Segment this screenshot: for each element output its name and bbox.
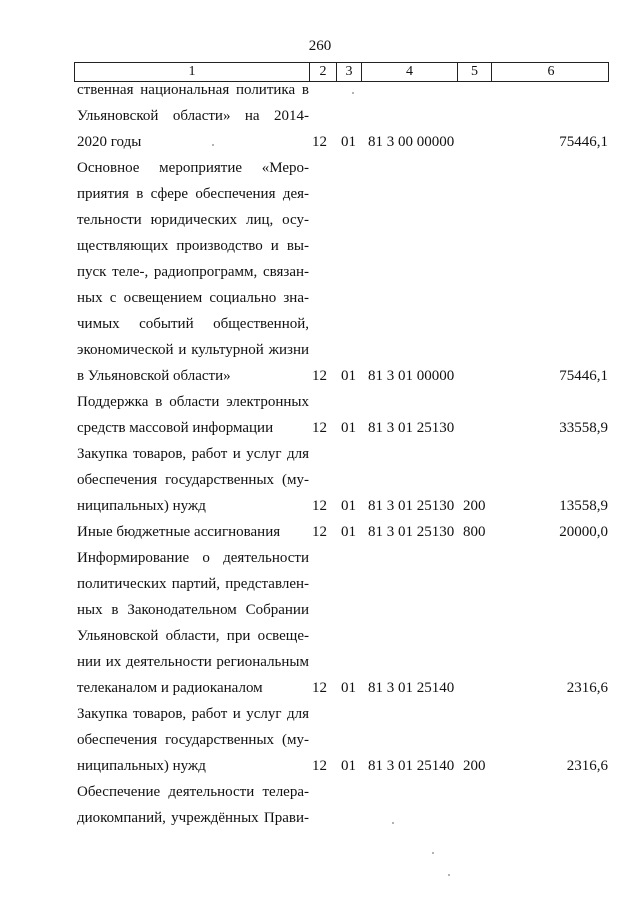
- cell-amount: 2316,6: [566, 680, 608, 696]
- cell-section: 12: [312, 134, 327, 150]
- row-name-line: чимых событий общественной,: [77, 316, 309, 332]
- row-name-line: Поддержка в области электронных: [77, 394, 309, 410]
- cell-target-code: 81 3 01 25130: [368, 524, 455, 540]
- cell-subsection: 01: [341, 368, 356, 384]
- row-name-line: политических партий, представлен-: [77, 576, 309, 592]
- header-col-4: 4: [361, 63, 457, 81]
- cell-expense-type: 200: [463, 498, 486, 514]
- cell-section: 12: [312, 498, 327, 514]
- cell-section: 12: [312, 420, 327, 436]
- row-name-line: Информирование о деятельности: [77, 550, 309, 566]
- cell-amount: 75446,1: [559, 368, 608, 384]
- row-name-line: Основное мероприятие «Меро-: [77, 160, 309, 176]
- page-number: 260: [308, 38, 332, 54]
- row-name-line: Закупка товаров, работ и услуг для: [77, 706, 309, 722]
- row-name-line: приятия в сфере обеспечения дея-: [77, 186, 309, 202]
- cell-amount: 13558,9: [559, 498, 608, 514]
- row-name-line: ниципальных) нужд: [77, 758, 206, 774]
- cell-subsection: 01: [341, 420, 356, 436]
- cell-subsection: 01: [341, 758, 356, 774]
- scan-speck: [432, 852, 434, 854]
- cell-subsection: 01: [341, 498, 356, 514]
- row-name-line: ных с освещением социально зна-: [77, 290, 309, 306]
- table-header-row: [74, 62, 609, 82]
- row-name-line: Ульяновской области, при освеще-: [77, 628, 309, 644]
- cell-amount: 33558,9: [559, 420, 608, 436]
- row-name-line: в Ульяновской области»: [77, 368, 231, 384]
- scan-speck: [392, 822, 394, 824]
- scan-speck: [352, 92, 354, 94]
- row-name-line: ществляющих производство и вы-: [77, 238, 309, 254]
- header-col-2: 2: [309, 63, 336, 81]
- cell-expense-type: 200: [463, 758, 486, 774]
- cell-target-code: 81 3 01 25140: [368, 680, 455, 696]
- row-name-line: ниципальных) нужд: [77, 498, 206, 514]
- row-name-line: пуск теле-, радиопрограмм, связан-: [77, 264, 309, 280]
- cell-amount: 75446,1: [559, 134, 608, 150]
- cell-target-code: 81 3 00 00000: [368, 134, 455, 150]
- row-name-line: 2020 годы: [77, 134, 142, 150]
- cell-section: 12: [312, 368, 327, 384]
- row-name-line: обеспечения государственных (му-: [77, 732, 309, 748]
- cell-target-code: 81 3 01 25130: [368, 498, 455, 514]
- header-col-3: 3: [336, 63, 361, 81]
- cell-target-code: 81 3 01 25130: [368, 420, 455, 436]
- cell-subsection: 01: [341, 134, 356, 150]
- row-name-line: тельности юридических лиц, осу-: [77, 212, 309, 228]
- cell-amount: 20000,0: [559, 524, 608, 540]
- row-name-line: обеспечения государственных (му-: [77, 472, 309, 488]
- cell-amount: 2316,6: [566, 758, 608, 774]
- cell-subsection: 01: [341, 680, 356, 696]
- row-name-line: Ульяновской области» на 2014-: [77, 108, 309, 124]
- cell-target-code: 81 3 01 00000: [368, 368, 455, 384]
- cell-section: 12: [312, 524, 327, 540]
- cell-target-code: 81 3 01 25140: [368, 758, 455, 774]
- row-name-line: Обеспечение деятельности телера-: [77, 784, 309, 800]
- row-name-line: диокомпаний, учреждённых Прави-: [77, 810, 309, 826]
- row-name-line: нии их деятельности региональным: [77, 654, 309, 670]
- header-col-6: 6: [491, 63, 610, 81]
- row-name-line: ственная национальная политика в: [77, 82, 309, 98]
- header-col-5: 5: [457, 63, 491, 81]
- scan-speck: [448, 874, 450, 876]
- scan-speck: [212, 144, 214, 146]
- row-name-line: средств массовой информации: [77, 420, 274, 436]
- row-name-line: телеканалом и радиоканалом: [77, 680, 263, 696]
- row-name-line: ных в Законодательном Собрании: [77, 602, 309, 618]
- cell-expense-type: 800: [463, 524, 486, 540]
- header-col-1: 1: [188, 64, 196, 79]
- cell-section: 12: [312, 758, 327, 774]
- row-name-line: экономической и культурной жизни: [77, 342, 309, 358]
- row-name-line: Иные бюджетные ассигнования: [77, 524, 281, 540]
- cell-section: 12: [312, 680, 327, 696]
- cell-subsection: 01: [341, 524, 356, 540]
- row-name-line: Закупка товаров, работ и услуг для: [77, 446, 309, 462]
